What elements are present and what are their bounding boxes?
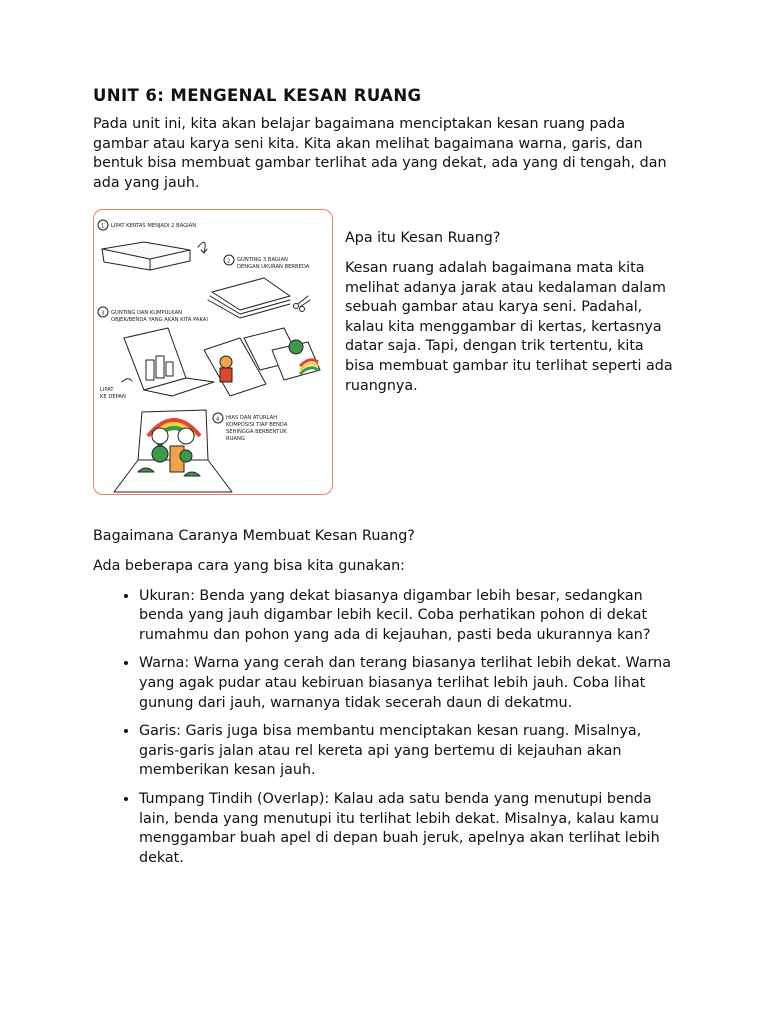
cloud-sketch [152, 428, 168, 444]
fold-text-a: LIPAT [100, 387, 114, 394]
svg-text:2: 2 [227, 258, 231, 265]
folded-paper-sketch [102, 242, 190, 259]
illustration-svg [94, 210, 331, 493]
cutout-face-sketch [220, 356, 232, 368]
how-lead: Ada beberapa cara yang bisa kita gunakan: [93, 557, 405, 574]
how-question: Bagaimana Caranya Membuat Kesan Ruang? [93, 528, 415, 545]
tip-warna: • Warna: Warna yang cerah dan terang biasanya terlihat lebih dekat. Warna yang agak pudar atau kebiruan biasanya terlihat lebih jauh. Coba lihat gunung dari jauh, warnanya tidak secerah daun di dekatmu. [139, 654, 683, 713]
svg-text:4: 4 [216, 416, 220, 423]
stacked-paper-sketch [212, 278, 290, 310]
side-column [345, 209, 675, 499]
step-3-text-b: OBJEK/BENDA YANG AKAN KITA PAKAI [111, 317, 208, 324]
svg-text:1: 1 [101, 223, 105, 230]
step-2-text-a: GUNTING 3 BAGIAN [237, 257, 288, 264]
step-4-text-c: SEHINGGA BERBENTUK [226, 429, 287, 436]
arrow-sketch [198, 243, 207, 254]
fold-text-b: KE DEPAN [100, 394, 126, 401]
cutout-tree-sketch [289, 340, 303, 354]
tips-list [93, 587, 683, 869]
svg-text:3: 3 [101, 310, 105, 317]
document-page [93, 86, 683, 877]
intro-paragraph: Pada unit ini, kita akan belajar bagaimana menciptakan kesan ruang pada gambar atau karya seni kita. Kita akan melihat bagaimana warna, garis, dan bentuk bisa membuat gambar terlihat ada yang dekat, ada yang di tengah, dan ada yang jauh. [93, 116, 667, 191]
side-question: Apa itu Kesan Ruang? [345, 230, 501, 247]
step-1-text: LIPAT KERTAS MENJADI 2 BAGIAN [111, 223, 197, 230]
tree-sketch [152, 446, 168, 462]
step-2-text-b: DENGAN UKURAN BERBEDA [237, 264, 310, 271]
unit-title: UNIT 6: MENGENAL KESAN RUANG [93, 86, 422, 105]
popup-card-illustration [93, 209, 333, 495]
step-3-text-a: GUNTING DAN KUMPULKAN [111, 310, 183, 317]
figure-row [93, 209, 683, 499]
step-4-text-a: HIAS DAN ATURLAH [226, 415, 278, 422]
step-4-text-b: KOMPOSISI TIAP BENDA [226, 422, 288, 429]
tip-ukuran: • Ukuran: Benda yang dekat biasanya digambar lebih besar, sedangkan benda yang jauh digambar lebih kecil. Coba perhatikan pohon di dekat rumahmu dan pohon yang ada di kejauhan, pasti beda ukurannya kan? [139, 587, 683, 646]
fold-arrow-sketch [122, 379, 132, 382]
step-4-text-d: RUANG [226, 436, 245, 443]
tip-garis: • Garis: Garis juga bisa membantu menciptakan kesan ruang. Misalnya, garis-garis jalan atau rel kereta api yang bertemu di kejauhan akan memberikan kesan jauh. [139, 722, 683, 781]
tip-tumpang-tindih: • Tumpang Tindih (Overlap): Kalau ada satu benda yang menutupi benda lain, benda yang menutupi itu terlihat lebih dekat. Misalnya, kalau kamu menggambar buah apel di depan buah jeruk, apelnya akan terlihat lebih dekat. [139, 790, 683, 868]
side-answer: Kesan ruang adalah bagaimana mata kita melihat adanya jarak atau kedalaman dalam sebuah gambar atau karya seni. Padahal, kalau kita menggambar di kertas, kertasnya datar saja. Tapi, dengan trik tertentu, kita bisa membuat gambar itu terlihat seperti ada ruangnya. [345, 259, 673, 394]
